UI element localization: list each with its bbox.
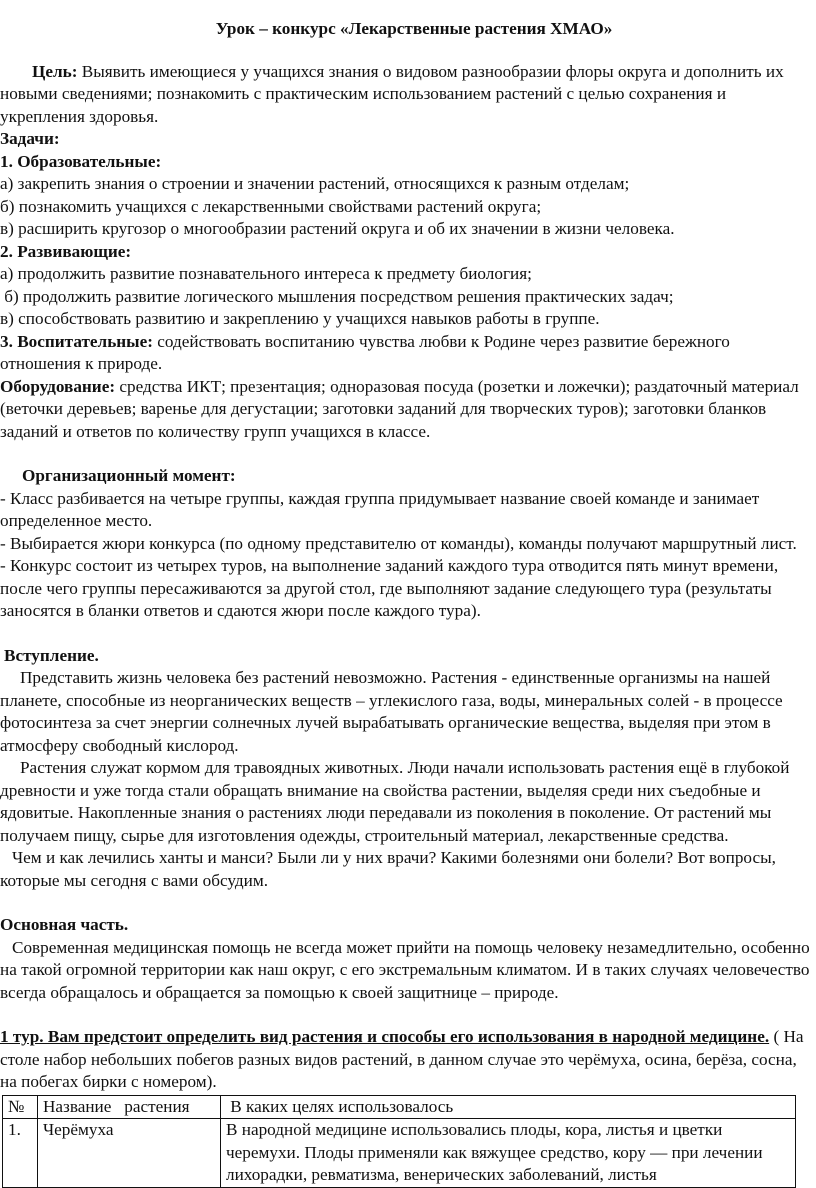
- header-plant-name: Название растения: [38, 1095, 221, 1119]
- org-item: - Выбирается жюри конкурса (по одному представителю от команды), команды получают маршрутный лист.: [0, 533, 797, 553]
- intro-heading: Вступление.: [4, 645, 99, 665]
- main-paragraph: Современная медицинская помощь не всегда может прийти на помощь человеку незамедлительно, особенно на такой огромной территории как наш округ, с его экстремальным климатом. И в таких случаях человечество всегда обращалось и обращается за помощью к своей защитнице – природе.: [0, 937, 810, 1002]
- equipment-paragraph: [0, 376, 812, 444]
- org-item: - Конкурс состоит из четырех туров, на выполнение заданий каждого тура отводится пять минут времени, после чего группы пересаживаются за другой стол, где выполняют задание следующего тура (результаты заносятся в бланки ответов и сдаются жюри после каждого тура).: [0, 556, 779, 620]
- upbringing-label: 3. Воспитательные:: [0, 331, 153, 351]
- plants-table: [2, 1095, 796, 1188]
- org-heading: Организационный момент:: [22, 466, 236, 485]
- developing-item: а) продолжить развитие познавательного интереса к предмету биология;: [0, 264, 532, 283]
- tour1-task: 1 тур. Вам предстоит определить вид растения и способы его использования в народной медицине.: [0, 1027, 770, 1046]
- org-item: - Класс разбивается на четыре группы, каждая группа придумывает название своей команде и занимает определенное место.: [0, 488, 760, 530]
- educational-item: в) расширить кругозор о многообразии растений округа и об их значении в жизни человека.: [0, 219, 675, 238]
- row-usage: В народной медицине использовались плоды, кора, листья и цветки черемухи. Плоды применяли как вяжущее средство, кору — при лечении лихорадки, ревматизма, венерических заболеваний, листья: [221, 1119, 796, 1188]
- document-page: [0, 18, 812, 1188]
- equipment-label: Оборудование:: [0, 376, 116, 396]
- educational-item: а) закрепить знания о строении и значении растений, относящихся к разным отделам;: [0, 174, 630, 193]
- row-plant-name: Черёмуха: [38, 1119, 221, 1188]
- table-header-row: [3, 1095, 796, 1119]
- tour1-paragraph: [0, 1026, 812, 1094]
- goal-label: Цель:: [32, 61, 78, 81]
- upbringing-paragraph: [0, 331, 812, 376]
- header-usage: В каких целях использовалось: [221, 1095, 796, 1119]
- developing-item: б) продолжить развитие логического мышления посредством решения практических задач;: [0, 286, 674, 306]
- document-title: Урок – конкурс «Лекарственные растения ХМАО»: [215, 19, 613, 38]
- main-heading: Основная часть.: [0, 915, 129, 934]
- upbringing-text: содействовать воспитанию чувства любви к Родине через развитие бережного отношения к природе.: [0, 331, 730, 373]
- goal-paragraph: [0, 61, 812, 129]
- intro-paragraph: Представить жизнь человека без растений невозможно. Растения - единственные организмы на нашей планете, способные из неорганических веществ – углекислого газа, воды, минеральных солей - в процессе фотосинтеза за счет энергии солнечных лучей вырабатывать органические вещества, выделяя при этом в атмосферу свободный кислород.: [0, 668, 783, 755]
- developing-label: 2. Развивающие:: [0, 241, 132, 261]
- educational-item: б) познакомить учащихся с лекарственными свойствами растений округа;: [0, 196, 542, 216]
- goal-text: Выявить имеющиеся у учащихся знания о видовом разнообразии флоры округа и дополнить их новыми сведениями; познакомить с практическим использованием растений с целью сохранения и укрепления здоровья.: [0, 61, 784, 126]
- developing-item: в) способствовать развитию и закреплению у учащихся навыков работы в группе.: [0, 309, 600, 328]
- header-number: №: [3, 1095, 38, 1119]
- intro-paragraph: Чем и как лечились ханты и манси? Были ли у них врачи? Какими болезнями они болели? Вот вопросы, которые мы сегодня с вами обсудим.: [0, 848, 776, 890]
- intro-paragraph: Растения служат кормом для травоядных животных. Люди начали использовать растения ещё в глубокой древности и уже тогда стали обращать внимание на свойства растении, выделяя среди них съедобные и ядовитые. Накопленные знания о растениях люди передавали из поколения в поколение. От растений мы получаем пищу, сырье для изготовления одежды, строительный материал, лекарственные средства.: [0, 758, 790, 845]
- equipment-text: средства ИКТ; презентация; одноразовая посуда (розетки и ложечки); раздаточный материал (веточки деревьев; варенье для дегустации; заготовки заданий для творческих туров); заготовки бланков заданий и ответов по количеству групп учащихся в классе.: [0, 376, 799, 441]
- educational-label: 1. Образовательные:: [0, 151, 162, 171]
- tour1-note: ( На столе набор небольших побегов разных видов растений, в данном случае это черёмуха, осина, берёза, сосна, на побегах бирки с номером).: [0, 1027, 804, 1091]
- tasks-label: Задачи:: [0, 129, 60, 148]
- row-number: 1.: [3, 1119, 38, 1188]
- table-row: [3, 1119, 796, 1188]
